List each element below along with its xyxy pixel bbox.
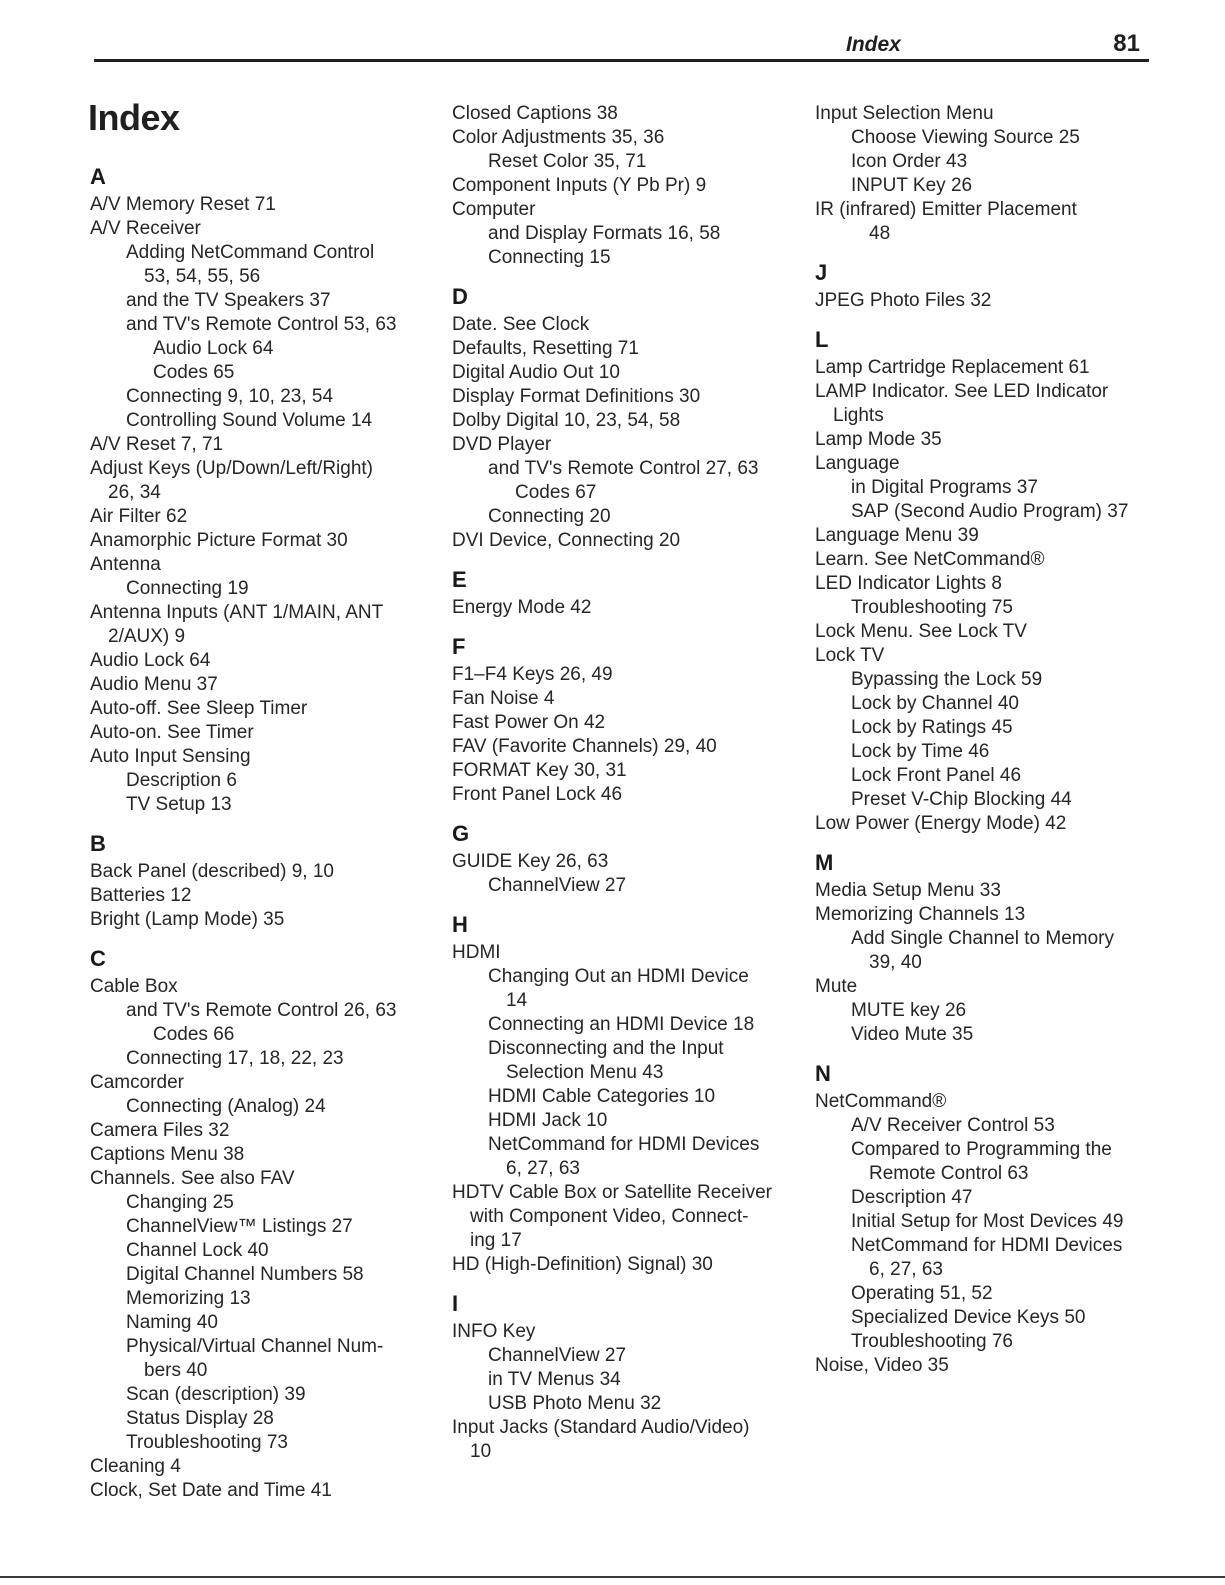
index-entry: 6, 27, 63 bbox=[869, 1259, 943, 1280]
index-entry: Compared to Programming the bbox=[851, 1139, 1112, 1160]
index-entry: Icon Order 43 bbox=[851, 151, 968, 172]
index-entry: and TV's Remote Control 26, 63 bbox=[126, 1000, 397, 1021]
index-entry: Add Single Channel to Memory bbox=[851, 928, 1114, 949]
index-entry: Camera Files 32 bbox=[90, 1120, 230, 1141]
index-entry: Operating 51, 52 bbox=[851, 1283, 993, 1304]
index-entry: Clock, Set Date and Time 41 bbox=[90, 1480, 332, 1501]
index-entry: 39, 40 bbox=[869, 952, 922, 973]
index-entry: Bright (Lamp Mode) 35 bbox=[90, 909, 285, 930]
index-entry: LED Indicator Lights 8 bbox=[815, 573, 1002, 594]
index-entry: Lock by Time 46 bbox=[851, 741, 990, 762]
index-entry: and TV's Remote Control 27, 63 bbox=[488, 458, 759, 479]
index-entry: ChannelView 27 bbox=[488, 875, 627, 896]
index-entry: A/V Memory Reset 71 bbox=[90, 194, 276, 215]
index-entry: Display Format Definitions 30 bbox=[452, 386, 701, 407]
index-entry: Cleaning 4 bbox=[90, 1456, 181, 1477]
index-entry: DVI Device, Connecting 20 bbox=[452, 530, 681, 551]
index-entry: Lock Menu. See Lock TV bbox=[815, 621, 1027, 642]
index-entry: Scan (description) 39 bbox=[126, 1384, 306, 1405]
index-entry: Audio Lock 64 bbox=[153, 338, 274, 359]
index-entry: Camcorder bbox=[90, 1072, 184, 1093]
index-entry: Connecting 17, 18, 22, 23 bbox=[126, 1048, 344, 1069]
index-entry: Low Power (Energy Mode) 42 bbox=[815, 813, 1067, 834]
index-entry: Lock Front Panel 46 bbox=[851, 765, 1022, 786]
index-entry: A/V Receiver bbox=[90, 218, 201, 239]
section-letter: F bbox=[452, 634, 466, 659]
index-entry: Cable Box bbox=[90, 976, 178, 997]
index-entry: Input Jacks (Standard Audio/Video) bbox=[452, 1417, 750, 1438]
index-entry: NetCommand for HDMI Devices bbox=[488, 1134, 760, 1155]
index-entry: Troubleshooting 75 bbox=[851, 597, 1013, 618]
index-entry: Auto Input Sensing bbox=[90, 746, 251, 767]
index-entry: IR (infrared) Emitter Placement bbox=[815, 199, 1077, 220]
index-entry: HD (High-Definition) Signal) 30 bbox=[452, 1254, 713, 1275]
index-entry: NetCommand for HDMI Devices bbox=[851, 1235, 1123, 1256]
index-entry: FORMAT Key 30, 31 bbox=[452, 760, 627, 781]
index-entry: Digital Channel Numbers 58 bbox=[126, 1264, 364, 1285]
index-entry: Lock by Channel 40 bbox=[851, 693, 1019, 714]
index-entry: Auto-on. See Timer bbox=[90, 722, 254, 743]
index-entry: Codes 67 bbox=[515, 482, 597, 503]
index-entry: Connecting 20 bbox=[488, 506, 611, 527]
section-letter: A bbox=[90, 164, 106, 189]
index-entry: Learn. See NetCommand® bbox=[815, 549, 1045, 570]
index-column-1 bbox=[90, 164, 435, 1503]
index-entry: Lock by Ratings 45 bbox=[851, 717, 1013, 738]
index-entry: NetCommand® bbox=[815, 1091, 947, 1112]
section-letter: H bbox=[452, 912, 468, 937]
index-entry: Troubleshooting 76 bbox=[851, 1331, 1013, 1352]
index-entry: Connecting 9, 10, 23, 54 bbox=[126, 386, 334, 407]
index-entry: JPEG Photo Files 32 bbox=[815, 290, 992, 311]
section-letter: L bbox=[815, 327, 829, 352]
index-entry: ChannelView 27 bbox=[488, 1345, 627, 1366]
index-entry: ing 17 bbox=[470, 1230, 522, 1251]
index-entry: Channels. See also FAV bbox=[90, 1168, 295, 1189]
index-entry: Adding NetCommand Control bbox=[126, 242, 375, 263]
index-entry: 10 bbox=[470, 1441, 492, 1462]
running-head bbox=[94, 30, 1149, 60]
index-entry: 2/AUX) 9 bbox=[108, 626, 186, 647]
index-entry: Disconnecting and the Input bbox=[488, 1038, 724, 1059]
index-entry: Dolby Digital 10, 23, 54, 58 bbox=[452, 410, 681, 431]
index-entry: Auto-off. See Sleep Timer bbox=[90, 698, 308, 719]
header-rule bbox=[94, 59, 1149, 62]
index-entry: Description 47 bbox=[851, 1187, 973, 1208]
index-entry: and TV's Remote Control 53, 63 bbox=[126, 314, 397, 335]
section-letter: C bbox=[90, 946, 106, 971]
index-entry: Batteries 12 bbox=[90, 885, 192, 906]
index-entry: FAV (Favorite Channels) 29, 40 bbox=[452, 736, 717, 757]
index-entry: A/V Reset 7, 71 bbox=[90, 434, 224, 455]
index-entry: Memorizing 13 bbox=[126, 1288, 251, 1309]
index-entry: Controlling Sound Volume 14 bbox=[126, 410, 373, 431]
index-entry: MUTE key 26 bbox=[851, 1000, 967, 1021]
index-entry: 48 bbox=[869, 223, 891, 244]
index-entry: INFO Key bbox=[452, 1321, 536, 1342]
index-entry: HDMI Jack 10 bbox=[488, 1110, 608, 1131]
page-number: 81 bbox=[1113, 30, 1140, 57]
index-entry: Troubleshooting 73 bbox=[126, 1432, 288, 1453]
footer-rule bbox=[0, 1576, 1225, 1578]
section-letter: G bbox=[452, 821, 470, 846]
index-entry: TV Setup 13 bbox=[126, 794, 232, 815]
index-entry: Energy Mode 42 bbox=[452, 597, 592, 618]
index-entry: Physical/Virtual Channel Num- bbox=[126, 1336, 384, 1357]
index-entry: ChannelView™ Listings 27 bbox=[126, 1216, 353, 1237]
index-entry: Initial Setup for Most Devices 49 bbox=[851, 1211, 1124, 1232]
index-entry: Specialized Device Keys 50 bbox=[851, 1307, 1086, 1328]
index-entry: SAP (Second Audio Program) 37 bbox=[851, 501, 1129, 522]
index-entry: A/V Receiver Control 53 bbox=[851, 1115, 1055, 1136]
index-entry: Lamp Cartridge Replacement 61 bbox=[815, 357, 1090, 378]
index-entry: 53, 54, 55, 56 bbox=[144, 266, 261, 287]
index-entry: Back Panel (described) 9, 10 bbox=[90, 861, 334, 882]
index-entry: and Display Formats 16, 58 bbox=[488, 223, 721, 244]
index-entry: Video Mute 35 bbox=[851, 1024, 974, 1045]
index-column-3 bbox=[815, 102, 1160, 1378]
index-entry: INPUT Key 26 bbox=[851, 175, 973, 196]
index-entry: Media Setup Menu 33 bbox=[815, 880, 1001, 901]
section-letter: N bbox=[815, 1061, 831, 1086]
index-entry: Lock TV bbox=[815, 645, 885, 666]
index-entry: Connecting an HDMI Device 18 bbox=[488, 1014, 755, 1035]
index-entry: Air Filter 62 bbox=[90, 506, 188, 527]
index-entry: Color Adjustments 35, 36 bbox=[452, 127, 665, 148]
index-entry: in TV Menus 34 bbox=[488, 1369, 621, 1390]
index-entry: Codes 65 bbox=[153, 362, 235, 383]
index-entry: Antenna bbox=[90, 554, 161, 575]
index-entry: Date. See Clock bbox=[452, 314, 590, 335]
index-entry: and the TV Speakers 37 bbox=[126, 290, 331, 311]
index-entry: 26, 34 bbox=[108, 482, 161, 503]
index-entry: Reset Color 35, 71 bbox=[488, 151, 647, 172]
index-entry: Noise, Video 35 bbox=[815, 1355, 949, 1376]
index-entry: Language bbox=[815, 453, 900, 474]
index-entry: F1–F4 Keys 26, 49 bbox=[452, 664, 613, 685]
index-entry: Preset V-Chip Blocking 44 bbox=[851, 789, 1072, 810]
index-entry: Antenna Inputs (ANT 1/MAIN, ANT bbox=[90, 602, 384, 623]
index-entry: Naming 40 bbox=[126, 1312, 218, 1333]
index-entry: DVD Player bbox=[452, 434, 552, 455]
index-entry: HDTV Cable Box or Satellite Receiver bbox=[452, 1182, 772, 1203]
index-entry: Mute bbox=[815, 976, 858, 997]
section-letter: B bbox=[90, 831, 106, 856]
index-entry: Audio Lock 64 bbox=[90, 650, 211, 671]
index-entry: GUIDE Key 26, 63 bbox=[452, 851, 609, 872]
index-column-2 bbox=[452, 102, 797, 1464]
section-letter: E bbox=[452, 567, 467, 592]
index-entry: Digital Audio Out 10 bbox=[452, 362, 620, 383]
index-entry: Connecting 19 bbox=[126, 578, 249, 599]
index-entry: LAMP Indicator. See LED Indicator bbox=[815, 381, 1109, 402]
index-entry: USB Photo Menu 32 bbox=[488, 1393, 662, 1414]
index-entry: Changing 25 bbox=[126, 1192, 234, 1213]
section-letter: M bbox=[815, 850, 834, 875]
index-entry: Remote Control 63 bbox=[869, 1163, 1029, 1184]
index-entry: Memorizing Channels 13 bbox=[815, 904, 1026, 925]
index-entry: Selection Menu 43 bbox=[506, 1062, 664, 1083]
index-entry: HDMI bbox=[452, 942, 501, 963]
index-entry: Fast Power On 42 bbox=[452, 712, 606, 733]
index-entry: 14 bbox=[506, 990, 528, 1011]
index-entry: HDMI Cable Categories 10 bbox=[488, 1086, 716, 1107]
index-entry: Defaults, Resetting 71 bbox=[452, 338, 639, 359]
index-entry: Status Display 28 bbox=[126, 1408, 274, 1429]
index-entry: Input Selection Menu bbox=[815, 103, 994, 124]
index-entry: Channel Lock 40 bbox=[126, 1240, 269, 1261]
index-entry: Captions Menu 38 bbox=[90, 1144, 245, 1165]
index-entry: Changing Out an HDMI Device bbox=[488, 966, 749, 987]
index-entry: Front Panel Lock 46 bbox=[452, 784, 623, 805]
index-entry: with Component Video, Connect- bbox=[470, 1206, 749, 1227]
running-title: Index bbox=[846, 33, 901, 56]
index-entry: in Digital Programs 37 bbox=[851, 477, 1038, 498]
index-entry: Component Inputs (Y Pb Pr) 9 bbox=[452, 175, 707, 196]
index-entry: Adjust Keys (Up/Down/Left/Right) bbox=[90, 458, 374, 479]
page-title: Index bbox=[88, 97, 180, 138]
index-entry: Computer bbox=[452, 199, 536, 220]
index-entry: Description 6 bbox=[126, 770, 237, 791]
index-entry: Fan Noise 4 bbox=[452, 688, 555, 709]
index-entry: Bypassing the Lock 59 bbox=[851, 669, 1043, 690]
index-entry: Connecting 15 bbox=[488, 247, 611, 268]
index-entry: Anamorphic Picture Format 30 bbox=[90, 530, 348, 551]
index-entry: Closed Captions 38 bbox=[452, 103, 618, 124]
index-entry: Connecting (Analog) 24 bbox=[126, 1096, 326, 1117]
index-entry: Audio Menu 37 bbox=[90, 674, 218, 695]
index-entry: Lamp Mode 35 bbox=[815, 429, 942, 450]
section-letter: D bbox=[452, 284, 468, 309]
section-letter: I bbox=[452, 1291, 459, 1316]
index-entry: Choose Viewing Source 25 bbox=[851, 127, 1080, 148]
index-entry: Codes 66 bbox=[153, 1024, 235, 1045]
index-entry: Language Menu 39 bbox=[815, 525, 979, 546]
index-entry: 6, 27, 63 bbox=[506, 1158, 580, 1179]
index-entry: bers 40 bbox=[144, 1360, 208, 1381]
index-entry: Lights bbox=[833, 405, 884, 426]
section-letter: J bbox=[815, 260, 828, 285]
